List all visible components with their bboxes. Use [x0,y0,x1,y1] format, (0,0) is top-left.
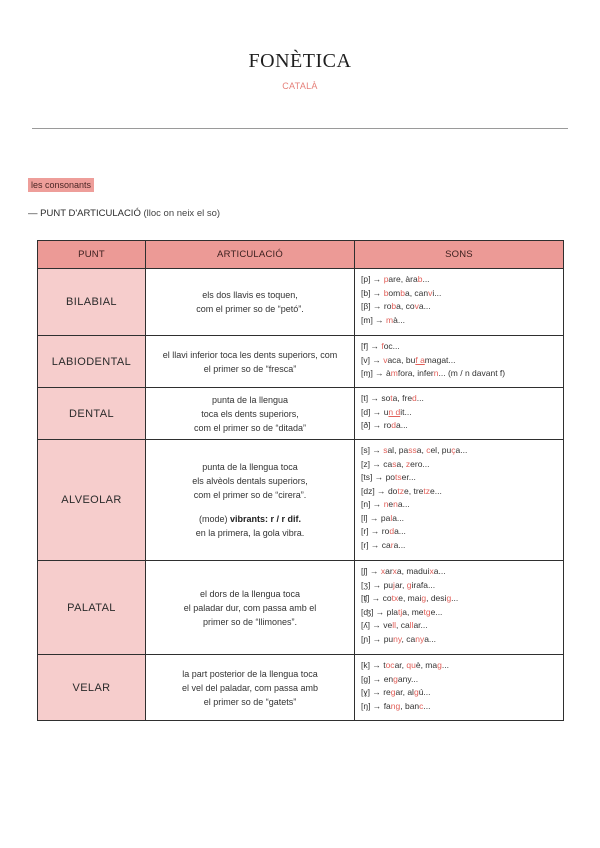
sound-example [361,314,557,328]
highlighted-letters: ny [415,633,425,644]
sound-example [361,606,557,620]
articulacio-cell [146,336,355,388]
punt-cell: LABIODENTAL [38,336,146,388]
sound-example [361,485,557,499]
example-text: ... (m / n davant f) [438,368,506,378]
table-row [38,388,564,440]
articulacio-line: toca els dents superiors, [201,408,299,419]
example-text: [d] → [361,406,384,417]
section-heading [28,208,220,219]
example-text: e, mai [398,593,422,603]
topic-tag: les consonants [28,178,94,192]
example-text: re [383,687,391,697]
example-text: [ʧ] → [361,593,383,603]
sound-example [361,419,557,433]
example-text: ... [441,660,449,670]
example-text: [β] → [361,301,384,311]
highlighted-letters: d [389,526,395,536]
highlighted-letters: b [400,287,405,298]
articulacio-line: la part posterior de la llengua toca [182,668,318,679]
example-text: a, can [404,287,429,298]
sound-example [361,619,557,633]
example-text: e... [430,485,442,496]
punt-cell: ALVEOLAR [38,440,146,561]
articulacio-cell [146,561,355,655]
highlighted-letters: d [391,420,396,430]
example-text: [ɲ] → [361,633,384,644]
articulacio-line: el paladar dur, com passa amb el [183,602,317,613]
highlighted-letters: r [390,539,394,550]
title-divider [32,128,568,129]
articulacio-cell [146,388,355,440]
sound-example [361,367,557,381]
example-text: ar, al [395,687,414,697]
example-text: [l] → [361,512,381,523]
table-row [38,440,564,561]
highlighted-letters: z [405,458,411,469]
highlighted-letters: j [393,579,395,590]
articulacio-cell [146,269,355,336]
example-text: ar, [394,660,407,670]
underlined-letters: n d [388,406,401,417]
highlighted-letters: x [429,566,434,576]
highlighted-letters: tg [423,606,431,617]
example-text: [r] → [361,539,382,550]
example-text: fora, infer [397,368,434,378]
articulacio-line: el primer so de “gatets” [203,696,297,707]
highlighted-letters: c [426,445,431,455]
example-text: fa [383,700,391,711]
highlighted-letters: ll [409,620,414,630]
example-text: so [381,393,391,403]
header-articulacio: ARTICULACIÓ [146,241,355,269]
example-text: [g] → [361,673,384,684]
example-text: a, madui [396,566,430,576]
sound-example [361,340,557,354]
sons-cell [355,440,564,561]
example-text: ro [383,420,392,430]
example-text: oc... [383,341,400,351]
example-text: ... [451,593,459,603]
highlighted-letters: ç [451,445,456,455]
example-text: , ca [395,620,410,630]
highlighted-letters: t [390,393,393,403]
example-text: a... [455,445,468,455]
example-text: à... [393,314,405,325]
sound-example [361,512,557,526]
highlighted-letters: n [433,368,439,378]
example-text: [ts] → [361,472,386,482]
highlighted-letters: g [406,579,412,590]
page-subtitle: CATALÀ [282,81,318,91]
example-text: a... [393,539,406,550]
example-text: magat... [424,354,456,365]
example-text: [ʃ] → [361,566,381,576]
page-title: FONÈTICA [248,50,352,72]
example-text: ar... [413,620,428,630]
example-text: [ʤ] → [361,606,387,617]
highlighted-letters: ts [395,472,402,482]
example-text: ar [385,566,393,576]
example-text: er... [401,472,416,482]
example-text: co [382,593,392,603]
articulacio-line: com el primer so de “cirera”. [193,490,307,500]
section-heading-note: (lloc on neix el so) [143,208,221,219]
example-text: [v] → [361,354,384,365]
sound-example [361,354,557,368]
example-text: ... [423,700,431,711]
highlighted-letters: v [383,354,388,365]
sound-example [361,592,557,606]
articulacio-line: punta de la llengua toca [202,462,298,472]
highlighted-letters: v [428,287,433,298]
sound-example [361,300,557,314]
example-text: a... [433,566,446,576]
punt-cell: DENTAL [38,388,146,440]
highlighted-letters: n [393,499,398,509]
example-text: a, [396,458,406,469]
highlighted-letters: b [417,274,423,284]
highlighted-letters: g [393,673,398,684]
example-text: [z] → [361,458,384,469]
highlighted-letters: ny [393,633,402,644]
highlighted-letters: tz [397,485,405,496]
sound-example [361,579,557,593]
example-text: ... [422,274,430,284]
sound-example [361,444,557,458]
articulacio-line: el vel del paladar, com passa amb [181,682,319,693]
example-text: ca [383,458,393,469]
table-row [38,269,564,336]
example-text: a... [424,633,437,644]
header-punt: PUNT [38,241,146,269]
sound-example [361,458,557,472]
example-text: pu [383,579,394,590]
articulacio-cell [146,440,355,561]
example-text: a... [395,420,408,430]
highlighted-letters: ng [390,700,401,711]
sound-example [361,273,557,287]
highlighted-letters: l [390,512,393,523]
example-text: à [386,368,391,378]
example-text: , desi [426,593,447,603]
example-text: po [385,472,396,482]
sound-example [361,565,557,579]
example-text: o [386,301,392,311]
example-text: [b] → [361,287,384,298]
example-text: a... [392,512,405,523]
highlighted-letters: g [390,687,396,697]
example-text: a... [394,526,406,536]
example-text: è, ma [415,660,438,670]
highlighted-letters: m [390,368,398,378]
example-text: e, tre [404,485,424,496]
example-text: ro [381,526,390,536]
sound-example [361,525,557,539]
highlighted-letters: b [391,301,397,311]
sound-example [361,686,557,700]
highlighted-letters: tx [391,593,399,603]
articulation-table [37,240,564,721]
example-text: [r] → [361,526,382,536]
articulacio-line: els dos llavis es toquen, [202,290,298,300]
highlighted-letters: s [392,458,397,469]
example-text: u [383,406,389,417]
punt-cell: VELAR [38,655,146,721]
example-text: pla [386,606,398,617]
example-text: en [383,673,394,684]
highlighted-letters: s [383,445,388,455]
example-text: el, pu [430,445,452,455]
highlighted-letters: x [392,566,397,576]
example-text: a, co [396,301,415,311]
sons-cell [355,269,564,336]
articulacio-line: el primer so de “fresca” [203,363,297,374]
example-text: [p] → [361,274,384,284]
punt-cell: BILABIAL [38,269,146,336]
example-text: [k] → [361,660,384,670]
highlighted-letters: p [383,274,389,284]
header-sons: SONS [355,241,564,269]
sound-example [361,406,557,420]
example-text: [ɱ] → [361,368,387,378]
mode-vibrants: vibrants: r / r dif. [230,514,302,524]
sons-cell [355,561,564,655]
sound-example [361,498,557,512]
highlighted-letters: g [446,593,452,603]
highlighted-letters: m [386,314,394,325]
punt-cell: PALATAL [38,561,146,655]
articulacio-mode-line [152,512,348,526]
example-text: ve [383,620,393,630]
articulacio-line: punta de la llengua [211,394,289,405]
example-text: a, me [402,606,424,617]
sound-example [361,700,557,714]
example-text: ú... [418,687,431,697]
highlighted-letters: tz [423,485,431,496]
example-text: pu [383,633,394,644]
example-text: irafa... [411,579,436,590]
example-text: ar, [394,579,407,590]
example-text: e... [430,606,443,617]
highlighted-letters: ss [408,445,417,455]
example-text: ero... [410,458,430,469]
highlighted-letters: oc [385,660,395,670]
example-text: [ʎ] → [361,620,384,630]
example-text: [n] → [361,499,384,509]
sound-example [361,673,557,687]
example-text: any... [397,673,419,684]
articulacio-line: com el primer so de “ditada” [193,422,307,433]
articulacio-cell [146,655,355,721]
sons-cell [355,336,564,388]
example-text: ... [416,393,424,403]
highlighted-letters: ll [392,620,396,630]
sound-example [361,287,557,301]
highlighted-letters: c [419,700,424,711]
sound-example [361,471,557,485]
highlighted-letters: n [383,499,389,509]
example-text: a, [416,445,427,455]
sound-example [361,633,557,647]
mode-prefix: (mode) [198,514,228,524]
example-text: [m] → [361,314,387,325]
example-text: pa [380,512,391,523]
example-text: do [387,485,398,496]
sound-example [361,539,557,553]
highlighted-letters: g [413,687,419,697]
example-text: i... [432,287,442,298]
highlighted-letters: g [421,593,427,603]
example-text: it... [400,406,412,417]
example-text: r [383,301,387,311]
example-text: e [388,499,394,509]
example-text: [dz] → [361,485,388,496]
highlighted-letters: x [380,566,386,576]
sons-cell [355,388,564,440]
example-text: a... [397,499,410,509]
highlighted-letters: f [381,341,384,351]
example-text: are, àra [388,274,418,284]
table-row [38,561,564,655]
highlighted-letters: qu [406,660,416,670]
highlighted-letters: v [414,301,419,311]
articulacio-line: el llavi inferior toca les dents superiors, com [162,349,338,360]
section-heading-label: — PUNT D'ARTICULACIÓ [28,208,141,219]
example-text: a... [418,301,431,311]
highlighted-letters: tj [398,606,403,617]
articulacio-line: els alvèols dentals superiors, [192,476,308,486]
table-row [38,655,564,721]
example-text: t [383,660,386,670]
highlighted-letters: d [412,393,417,403]
sons-cell [355,655,564,721]
example-text: aca, bu [387,354,416,365]
example-text: om [388,287,401,298]
table-header-row [38,241,564,269]
articulacio-line: en la primera, la gola vibra. [195,528,305,538]
sound-example [361,659,557,673]
highlighted-letters: g [437,660,442,670]
example-text: , ban [400,700,420,711]
example-text: [t] → [361,393,382,403]
example-text: al, pa [387,445,409,455]
example-text: a, fre [392,393,413,403]
articulacio-line: el dors de la llengua toca [199,588,301,599]
articulacio-line: com el primer so de “petó”. [196,304,304,314]
articulacio-line: primer so de “llimones”. [202,616,298,627]
example-text: [f] → [361,341,382,351]
highlighted-letters: b [383,287,389,298]
underlined-letters: f a [415,354,425,365]
sound-example [361,392,557,406]
example-text: [ŋ] → [361,700,384,711]
example-text: [s] → [361,445,384,455]
example-text: [ʒ] → [361,579,384,590]
table-row [38,336,564,388]
example-text: [ð] → [361,420,384,430]
example-text: [ɣ] → [361,687,384,697]
example-text: , ca [401,633,416,644]
example-text: ca [381,539,391,550]
